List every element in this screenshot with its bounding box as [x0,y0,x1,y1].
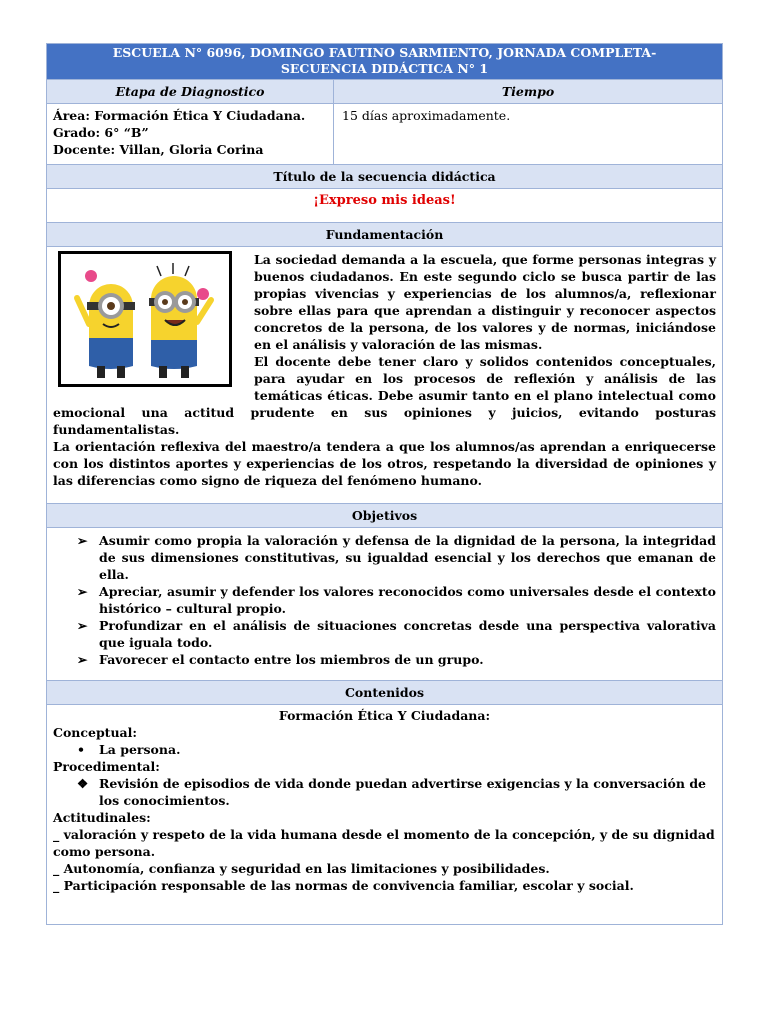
arrow-bullet-icon: ➢ [77,584,88,599]
time-value: 15 días aproximadamente. [342,108,511,123]
time-label: Tiempo [501,84,555,99]
sequence-title-label: Título de la secuencia didáctica [47,165,722,189]
minions-image [61,254,229,384]
actitudinal-item: _ Participación responsable de las normas de convivencia familiar, escolar y social. [53,878,634,893]
area-text: Área: Formación Ética Y Ciudadana. [53,108,306,123]
school-header-line1: ESCUELA N° 6096, DOMINGO FAUTINO SARMIENTO, JORNADA COMPLETA- [112,45,657,60]
objective-item [55,532,716,583]
fundamentacion-paragraph-3: La orientación reflexiva del maestro/a tendera a que los alumnos/as aprendan a enriquecerse con los distintos aportes y experiencias de los otros, respetando la diversidad de opiniones y las diferencias como signo de riqueza del fenómeno humano. [53,439,716,488]
grade-text: Grado: 6° “B” [53,125,149,140]
fundamentacion-label: Fundamentación [47,223,722,247]
contenidos-label: Contenidos [47,681,722,705]
objetivos-label: Objetivos [47,504,722,528]
stage-label: Etapa de Diagnostico [47,80,334,103]
procedimental-item [53,775,716,809]
stage-header-row [47,80,722,104]
objective-text: Asumir como propia la valoración y defensa de la dignidad de la persona, la integridad de sus dimensiones constitutivas, su igualdad esencial y los derechos que emanan de ella. [99,533,716,582]
objetivos-body [47,528,722,681]
minions-illustration [58,251,232,387]
conceptual-item [53,741,716,758]
objective-text: Apreciar, asumir y defender los valores reconocidos como universales desde el contexto histórico – cultural propio. [99,584,716,616]
dot-bullet-icon: • [77,742,85,757]
objetivos-list [55,532,716,668]
stage-info [47,104,334,164]
objective-item [55,617,716,651]
objective-text: Profundizar en el análisis de situaciones concretas desde una perspectiva valorativa que iguala todo. [99,618,716,650]
contenidos-subject: Formación Ética Y Ciudadana: [278,708,491,723]
sequence-title-value: ¡Expreso mis ideas! [47,189,722,223]
arrow-bullet-icon: ➢ [77,618,88,633]
procedimental-item-text: Revisión de episodios de vida donde puedan advertirse exigencias y la conversación de los conocimientos. [99,776,707,808]
objective-text: Favorecer el contacto entre los miembros de un grupo. [99,652,484,667]
conceptual-label: Conceptual: [53,725,138,740]
fundamentacion-paragraph-1: La sociedad demanda a la escuela, que forme personas integras y buenos ciudadanos. En este segundo ciclo se busca partir de las propias vivencias y experiencias de los alumnos/a, reflexionar sobre ellas para que aprendan a distinguir y reconocer aspectos concretos de la persona, de los valores y de normas, iniciándose en el análisis y valoración de las mismas. [254,252,716,352]
teacher-text: Docente: Villan, Gloria Corina [53,142,264,157]
procedimental-label: Procedimental: [53,759,160,774]
fundamentacion-paragraph-2: El docente debe tener claro y solidos contenidos conceptuales, para ayudar en los procesos de reflexión y análisis de las temáticas éticas. Debe asumir tanto en el plano intelectual como emocional una actitud prudente en sus opiniones y juicios, evitando posturas fundamentalistas. [53,354,716,437]
objective-item [55,651,716,668]
conceptual-item-text: La persona. [99,742,181,757]
actitudinales-label: Actitudinales: [53,810,151,825]
didactic-sequence-table [46,43,723,925]
actitudinal-item: _ valoración y respeto de la vida humana desde el momento de la concepción, y de su dignidad como persona. [53,827,715,859]
arrow-bullet-icon: ➢ [77,652,88,667]
actitudinal-item: _ Autonomía, confianza y seguridad en las limitaciones y posibilidades. [53,861,550,876]
fundamentacion-body [47,247,722,504]
diamond-bullet-icon: ❖ [77,776,89,791]
stage-info-row [47,104,722,165]
objective-item [55,583,716,617]
arrow-bullet-icon: ➢ [77,533,88,548]
school-header [47,44,722,80]
contenidos-body [47,705,722,924]
school-header-line2: SECUENCIA DIDÁCTICA N° 1 [280,61,489,76]
